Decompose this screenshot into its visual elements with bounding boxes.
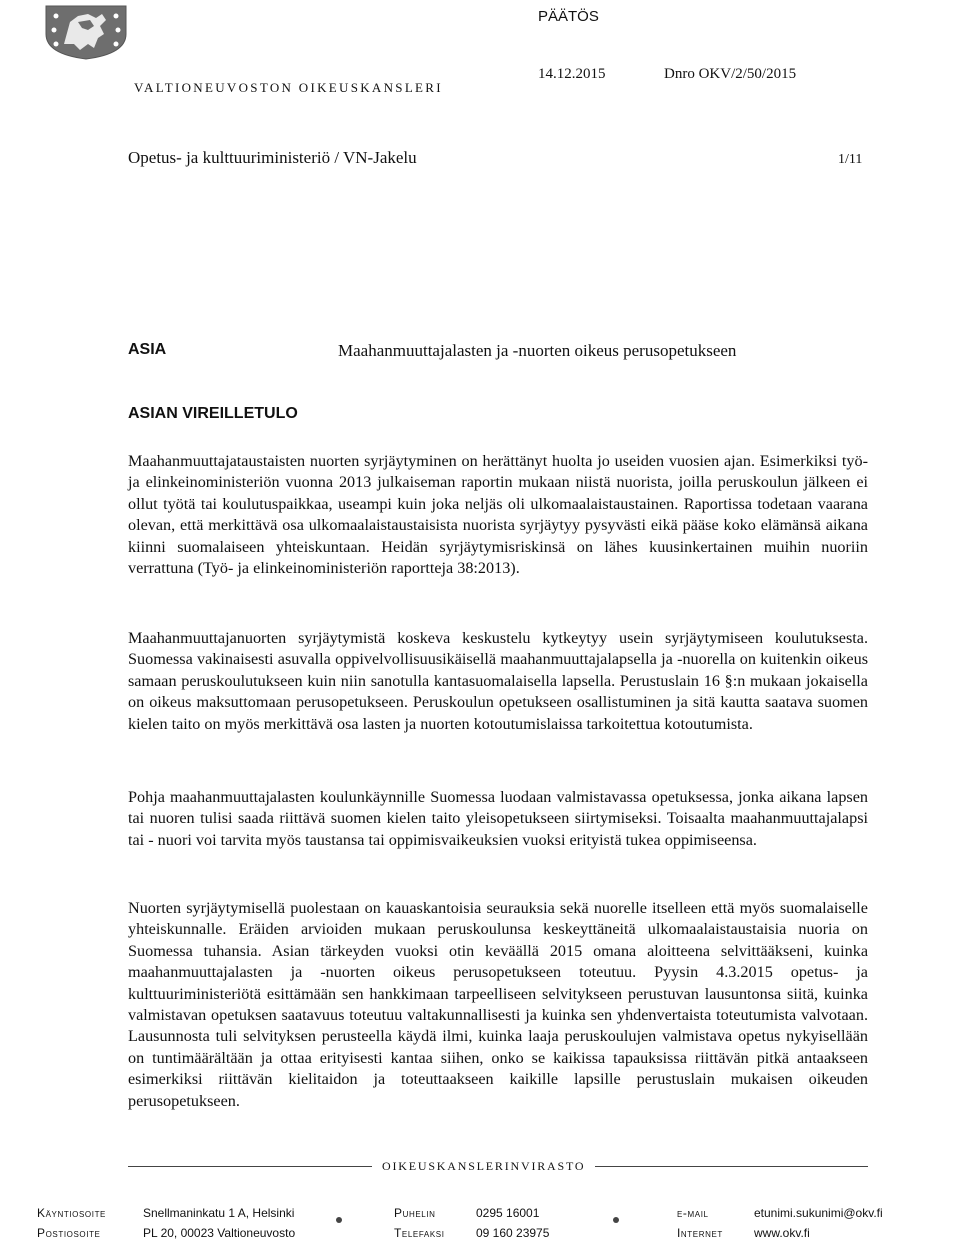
visiting-address: Snellmaninkatu 1 A, Helsinki <box>143 1206 295 1220</box>
recipient: Opetus- ja kulttuuriministeriö / VN-Jakelu <box>128 148 417 167</box>
email-address[interactable]: etunimi.sukunimi@okv.fi <box>754 1206 883 1220</box>
postal-address: PL 20, 00023 Valtioneuvosto <box>143 1226 296 1240</box>
internet-label: Internet <box>677 1226 723 1240</box>
subject-value: Maahanmuuttajalasten ja -nuorten oikeus perusopetukseen <box>338 341 737 360</box>
document-type: PÄÄTÖS <box>538 8 599 25</box>
phone-label: Puhelin <box>394 1206 436 1220</box>
fax-label: Telefaksi <box>394 1226 445 1240</box>
email-label: e-mail <box>677 1206 709 1220</box>
footer-bullet <box>613 1217 619 1223</box>
coat-of-arms-logo <box>44 4 128 60</box>
footer-organization: OIKEUSKANSLERINVIRASTO <box>372 1159 595 1174</box>
organization-name: VALTIONEUVOSTON OIKEUSKANSLERI <box>134 80 443 95</box>
body-paragraph: Pohja maahanmuuttajalasten koulunkäynnille Suomessa luodaan valmistavassa opetuksessa, jonka aikana lapsen tai nuoren tulisi saada riittävä suomen kielen taito yleisopetukseen siirtymiseksi. Toisaalta maahanmuuttajalapsi tai - nuori voi tarvita myös taustansa tai oppimisvaikeuksien vuoksi erityistä tukea oppimiseensa. <box>128 788 868 849</box>
body-paragraph: Maahanmuuttajataustaisten nuorten syrjäytyminen on herättänyt huolta jo useiden vuosien ajan. Esimerkiksi työ- ja elinkeinoministeriön vuonna 2013 julkaiseman raportin mukaan niistä nuorista, joilla peruskoulun jälkeen ei ollut työtä tai koulutuspaikkaa, useampi kuin joka neljäs oli ulkomaalaistaustainen. Raportissa todetaan vaarana olevan, että merkittävä osa ulkomaalaistaustaisista nuorista syrjäytyy pysyvästi eikä pääse koko elämänsä aikana kiinni suomalaiseen yhteiskuntaan. Heidän syrjäytymisriskinsä on lähes kuusinkertainen muihin nuoriin verrattuna (Työ- ja elinkeinoministeriön raportteja 38:2013). <box>128 452 868 578</box>
body-paragraph: Nuorten syrjäytymisellä puolestaan on kauaskantoisia seurauksia sekä nuorelle itselleen että myös suomalaiselle yhteiskunnalle. Eräiden arvioiden mukaan peruskoulunsa keskeyttäneitä ulkomaalaistaustaisia nuoria on Suomessa tuhansia. Asian tärkeyden vuoksi otin keväällä 2015 omana aloitteena selvittääkseni, kuinka maahanmuuttajalasten ja -nuorten oikeus perusopetukseen toteutuu. Pyysin 4.3.2015 opetus- ja kulttuuriministeriötä esittämään sen hankkimaan tarpeelliseen selvitykseen perustuvan lausuntonsa siitä, kuinka valmistavan opetuksen saatavuus toteutuu valtakunnallisesti ja kuinka sen yhdenvertaista toteutumista valvotaan. Lausunnosta tuli selvityksen perusteella käydä ilmi, kuinka laaja peruskoulujen valmistava opetus nykyisellään on tuntimäärältään ja ottaa erityisesti kantaa siihen, onko se kaikissa tapauksissa riittävän pitkä antaakseen esimerkiksi riittävän kielitaidon ja toteuttaakseen kaikille lapsille perustuslain mukaisen oikeuden perusopetukseen. <box>128 899 868 1110</box>
body-paragraph: Maahanmuuttajanuorten syrjäytymistä koskeva keskustelu kytkeytyy usein syrjäytymiseen koulutuksesta. Suomessa vakinaisesti asuvalla oppivelvollisuusikäisellä maahanmuuttajalapsella ja -nuorella on kuitenkin oikeus samaan peruskoulutukseen kuin niin sanotulla kantasuomalaisella lapsella. Perustuslain 16 §:n mukaan jokaisella on oikeus maksuttomaan perusopetukseen. Peruskoulun opetukseen osallistuminen ja sitä kautta saatava suomen kielen taito on myös merkittävä osa lasten ja nuorten kotoutumislaissa tarkoitettua kotoutumista. <box>128 629 868 733</box>
fax-number: 09 160 23975 <box>476 1226 550 1240</box>
footer-bullet <box>336 1217 342 1223</box>
phone-number: 0295 16001 <box>476 1206 540 1220</box>
page-number: 1/11 <box>838 152 863 167</box>
document-date: 14.12.2015 <box>538 66 606 82</box>
subject-label: ASIA <box>128 341 167 358</box>
website-link[interactable]: www.okv.fi <box>754 1226 810 1240</box>
section-heading: ASIAN VIREILLETULO <box>128 405 298 422</box>
document-reference-number: Dnro OKV/2/50/2015 <box>664 66 797 82</box>
visiting-address-label: Käyntiosoite <box>37 1206 106 1220</box>
postal-address-label: Postiosoite <box>37 1226 101 1240</box>
